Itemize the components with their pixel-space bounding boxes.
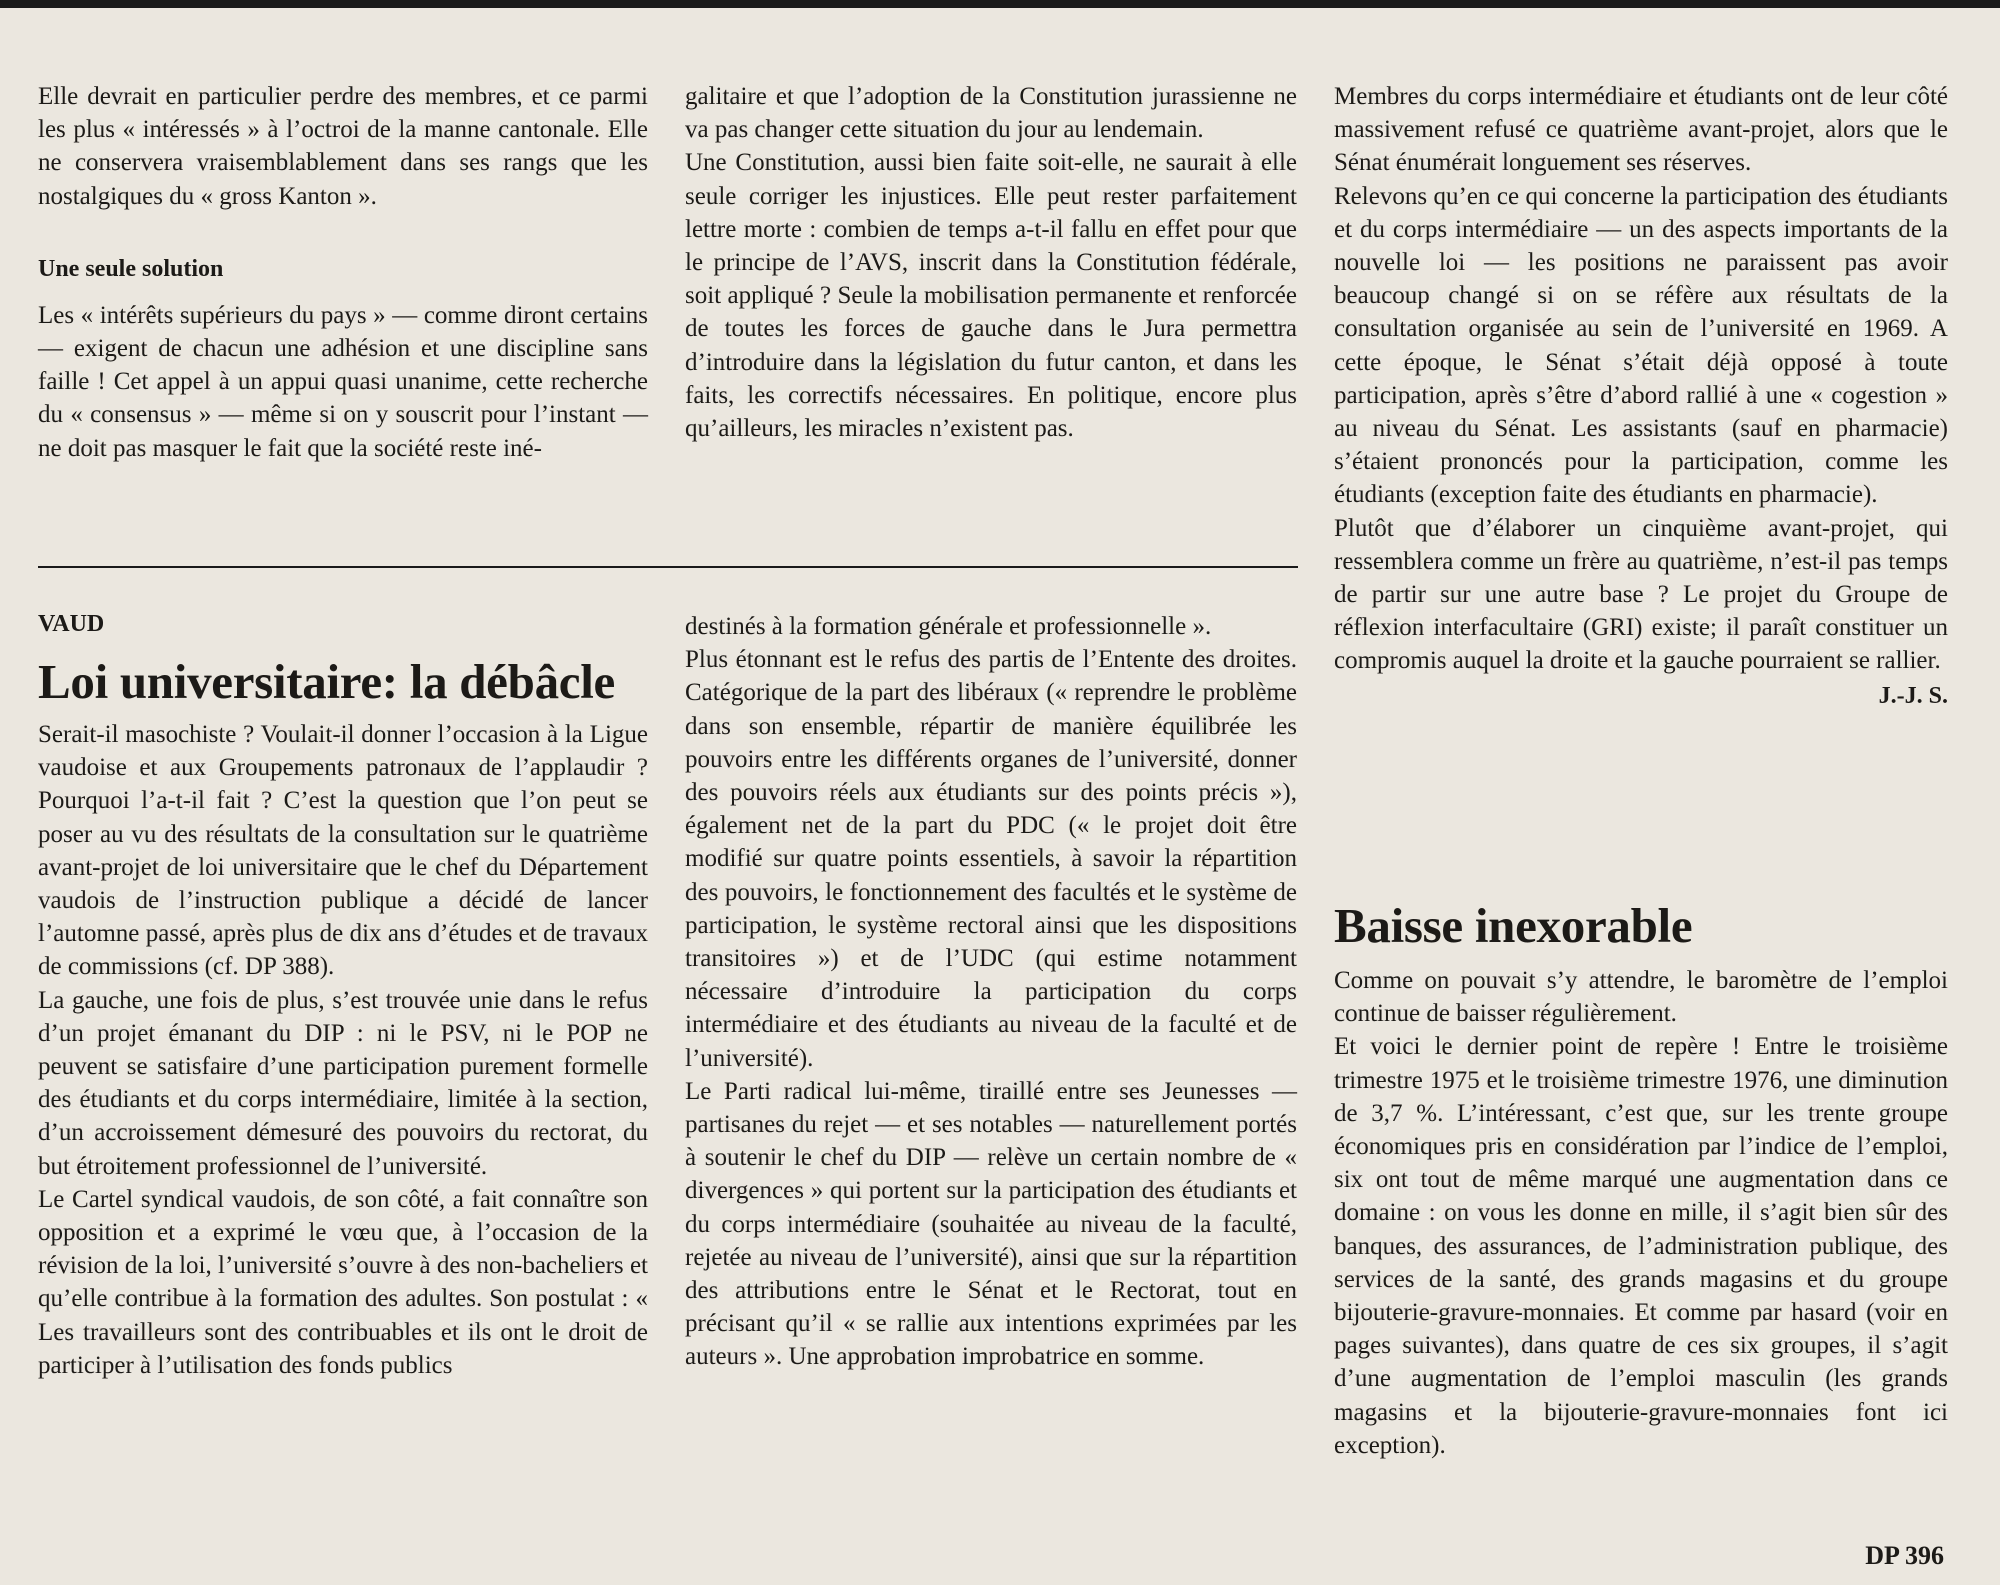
top-border <box>0 0 2000 8</box>
article2-paragraph: Comme on pouvait s’y attendre, le baromètre de l’emploi continue de baisser régulièrement. <box>1334 967 1948 1028</box>
article-signature: J.-J. S. <box>1878 682 1948 709</box>
article-col2-paragraph: destinés à la formation générale et professionnelle ». <box>685 613 1212 640</box>
article-column-1 <box>38 608 648 1382</box>
subheading-une-seule-solution: Une seule solution <box>38 255 224 282</box>
article-col1-paragraph: Le Cartel syndical vaudois, de son côté, a fait connaître son opposition et a exprimé le vœu que, à l’occasion de la révision de la loi, l’université s’ouvre à des non-bacheliers et qu’elle contribue à la formation des adultes. Son postulat : « Les travailleurs sont des contribuables et ils ont le droit de participer à l’utilisation des fonds publics <box>38 1185 648 1379</box>
article2-title: Baisse inexorable <box>1334 898 1693 953</box>
top-col1-paragraph: Elle devrait en particulier perdre des membres, et ce parmi les plus « intéressés » à l’octroi de la manne cantonale. Elle ne conservera vraisemblablement dans ses rangs que les nostalgiques du « gross Kanton ». <box>38 83 648 210</box>
article-col3-paragraph: Membres du corps intermédiaire et étudiants ont de leur côté massivement refusé ce quatrième avant-projet, alors que le Sénat énumérait longuement ses réserves. <box>1334 83 1948 177</box>
article-col1-paragraph: Serait-il masochiste ? Voulait-il donner l’occasion à la Ligue vaudoise et aux Groupements patronaux de l’applaudir ? Pourquoi l’a-t-il fait ? C’est la question que l’on peut se poser au vu des résultats de la consultation sur le quatrième avant-projet de loi universitaire que le chef du Département vaudois de l’instruction publique a décidé de lancer l’automne passé, après plus de dix ans d’études et de travaux de commissions (cf. DP 388). <box>38 721 648 981</box>
article-col3-paragraph: Plutôt que d’élaborer un cinquième avant-projet, qui ressemblera comme un frère au quatrième, n’est-il pas temps de partir sur une autre base ? Le projet du Groupe de réflexion interfacultaire (GRI) existe; il paraît constituer un compromis auquel la droite et la gauche pourraient se rallier. <box>1334 514 1948 675</box>
article-col2-paragraph: Plus étonnant est le refus des partis de l’Entente des droites. Catégorique de la part des libéraux (« reprendre le problème dans son ensemble, répartir de manière équilibrée les pouvoirs entre les différents organes de l’université, donner des pouvoirs réels aux étudiants sur des points précis »), également net de la part du PDC (« le projet doit être modifié sur quatre points essentiels, à savoir la répartition des pouvoirs, le fonctionnement des facultés et le système de participation, le système rectoral ainsi que les dispositions transitoires ») et de l’UDC (qui estime notamment nécessaire d’introduire la participation du corps intermédiaire et des étudiants au niveau de la faculté et de l’université). <box>685 646 1297 1072</box>
article-kicker: VAUD <box>38 611 105 637</box>
article-col3-paragraph: Relevons qu’en ce qui concerne la participation des étudiants et du corps intermédiaire — un des aspects importants de la nouvelle loi — les positions ne paraissent pas avoir beaucoup changé si on se réfère aux résultats de la consultation organisée au sein de l’université en 1969. A cette époque, le Sénat s’était déjà opposé à toute participation, après s’être d’abord rallié à une « cogestion » au niveau du Sénat. Les assistants (sauf en pharmacie) s’étaient prononcés pour la participation, comme les étudiants (exception faite des étudiants en pharmacie). <box>1334 182 1948 509</box>
article-col2-paragraph: Le Parti radical lui-même, tiraillé entre ses Jeunesses — partisanes du rejet — et ses notables — naturellement portés à soutenir le chef du DIP — relève un certain nombre de « divergences » qui portent sur la participation des étudiants et du corps intermédiaire (souhaitée au niveau de la faculté, rejetée au niveau de l’université), ainsi que sur la répartition des attributions entre le Sénat et le Rectorat, tout en précisant qu’il « se rallie aux intentions exprimées par les auteurs ». Une approbation improbatrice en somme. <box>685 1077 1297 1371</box>
top-col1-paragraph-2: Les « intérêts supérieurs du pays » — comme diront certains — exigent de chacun une adhésion et une discipline sans faille ! Cet appel à un appui quasi unanime, cette recherche du « consensus » — même si on y souscrit pour l’instant — ne doit pas masquer le fait que la société reste iné- <box>38 301 648 462</box>
article2-column <box>1334 898 1948 1462</box>
page-folio: DP 396 <box>1865 1541 1944 1570</box>
article-column-3 <box>1334 80 1948 712</box>
article-col1-paragraph: La gauche, une fois de plus, s’est trouvée unie dans le refus d’un projet émanant du DIP : ni le PSV, ni le POP ne peuvent se satisfaire d’une participation purement formelle des étudiants et du corps intermédiaire, limitée à la section, d’un accroissement démesuré des pouvoirs du rectorat, du but étroitement professionnel de l’université. <box>38 986 648 1180</box>
top-col2-paragraph: galitaire et que l’adoption de la Constitution jurassienne ne va pas changer cette situation du jour au lendemain. <box>685 83 1297 144</box>
article2-paragraph: Et voici le dernier point de repère ! Entre le troisième trimestre 1975 et le troisième trimestre 1976, une diminution de 3,7 %. L’intéressant, c’est que, sur les trente groupe économiques pris en considération par l’indice de l’emploi, six ont tout de même marqué une augmentation dans ce domaine : on vous les donne en mille, il s’agit bien sûr des banques, des assurances, de l’administration publique, des services de la santé, des grands magasins et du groupe bijouterie-gravure-monnaies. Et comme par hasard (voir en pages suivantes), dans quatre de ces six groupes, il s’agit d’une augmentation de l’emploi masculin (les grands magasins et la bijouterie-gravure-monnaies font ici exception). <box>1334 1033 1948 1459</box>
top-column-2 <box>685 80 1297 445</box>
article-title: Loi universitaire: la débâcle <box>38 654 615 709</box>
section-divider-rule <box>38 566 1298 568</box>
top-column-1 <box>38 80 648 465</box>
top-col2-paragraph-2: Une Constitution, aussi bien faite soit-elle, ne saurait à elle seule corriger les injustices. Elle peut rester parfaitement lettre morte : combien de temps a-t-il fallu en effet pour que le principe de l’AVS, inscrit dans la Constitution fédérale, soit appliqué ? Seule la mobilisation permanente et renforcée de toutes les forces de gauche dans le Jura permettra d’introduire dans la législation du futur canton, et dans les faits, les correctifs nécessaires. En politique, encore plus qu’ailleurs, les miracles n’existent pas. <box>685 149 1297 443</box>
article-column-2 <box>685 610 1297 1374</box>
